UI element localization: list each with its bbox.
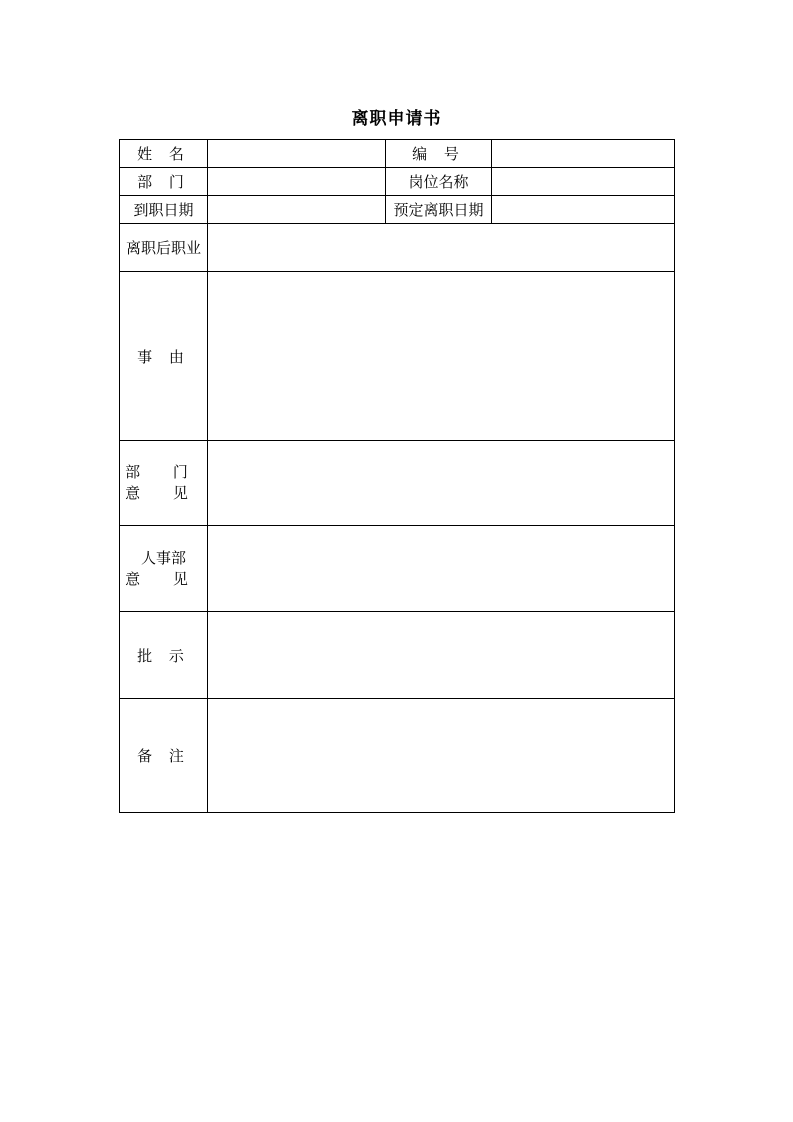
department-opinion-field[interactable]	[208, 441, 675, 526]
department-opinion-label-line1: 部 门	[125, 463, 202, 481]
join-date-field[interactable]	[208, 196, 386, 224]
remarks-field[interactable]	[208, 699, 675, 813]
after-job-field[interactable]	[208, 224, 675, 272]
resignation-form-table	[119, 139, 675, 813]
hr-opinion-label	[120, 526, 208, 612]
join-date-label: 到职日期	[120, 196, 208, 224]
page-title: 离职申请书	[351, 109, 442, 129]
department-opinion-label	[120, 441, 208, 526]
hr-opinion-label-line2: 意 见	[125, 569, 202, 588]
department-label: 部 门	[120, 168, 208, 196]
remarks-label: 备 注	[120, 699, 208, 813]
reason-field[interactable]	[208, 272, 675, 441]
hr-opinion-label-line1: 人事部	[140, 548, 186, 567]
department-field[interactable]	[208, 168, 386, 196]
department-opinion-label-line2: 意 见	[125, 484, 202, 502]
reason-label: 事 由	[120, 272, 208, 441]
approval-field[interactable]	[208, 612, 675, 699]
planned-leave-date-label: 预定离职日期	[386, 196, 492, 224]
name-label: 姓 名	[120, 140, 208, 168]
position-label: 岗位名称	[386, 168, 492, 196]
position-field[interactable]	[492, 168, 675, 196]
after-job-label: 离职后职业	[120, 224, 208, 272]
name-field[interactable]	[208, 140, 386, 168]
number-field[interactable]	[492, 140, 675, 168]
planned-leave-date-field[interactable]	[492, 196, 675, 224]
hr-opinion-field[interactable]	[208, 526, 675, 612]
approval-label: 批 示	[120, 612, 208, 699]
number-label: 编 号	[386, 140, 492, 168]
